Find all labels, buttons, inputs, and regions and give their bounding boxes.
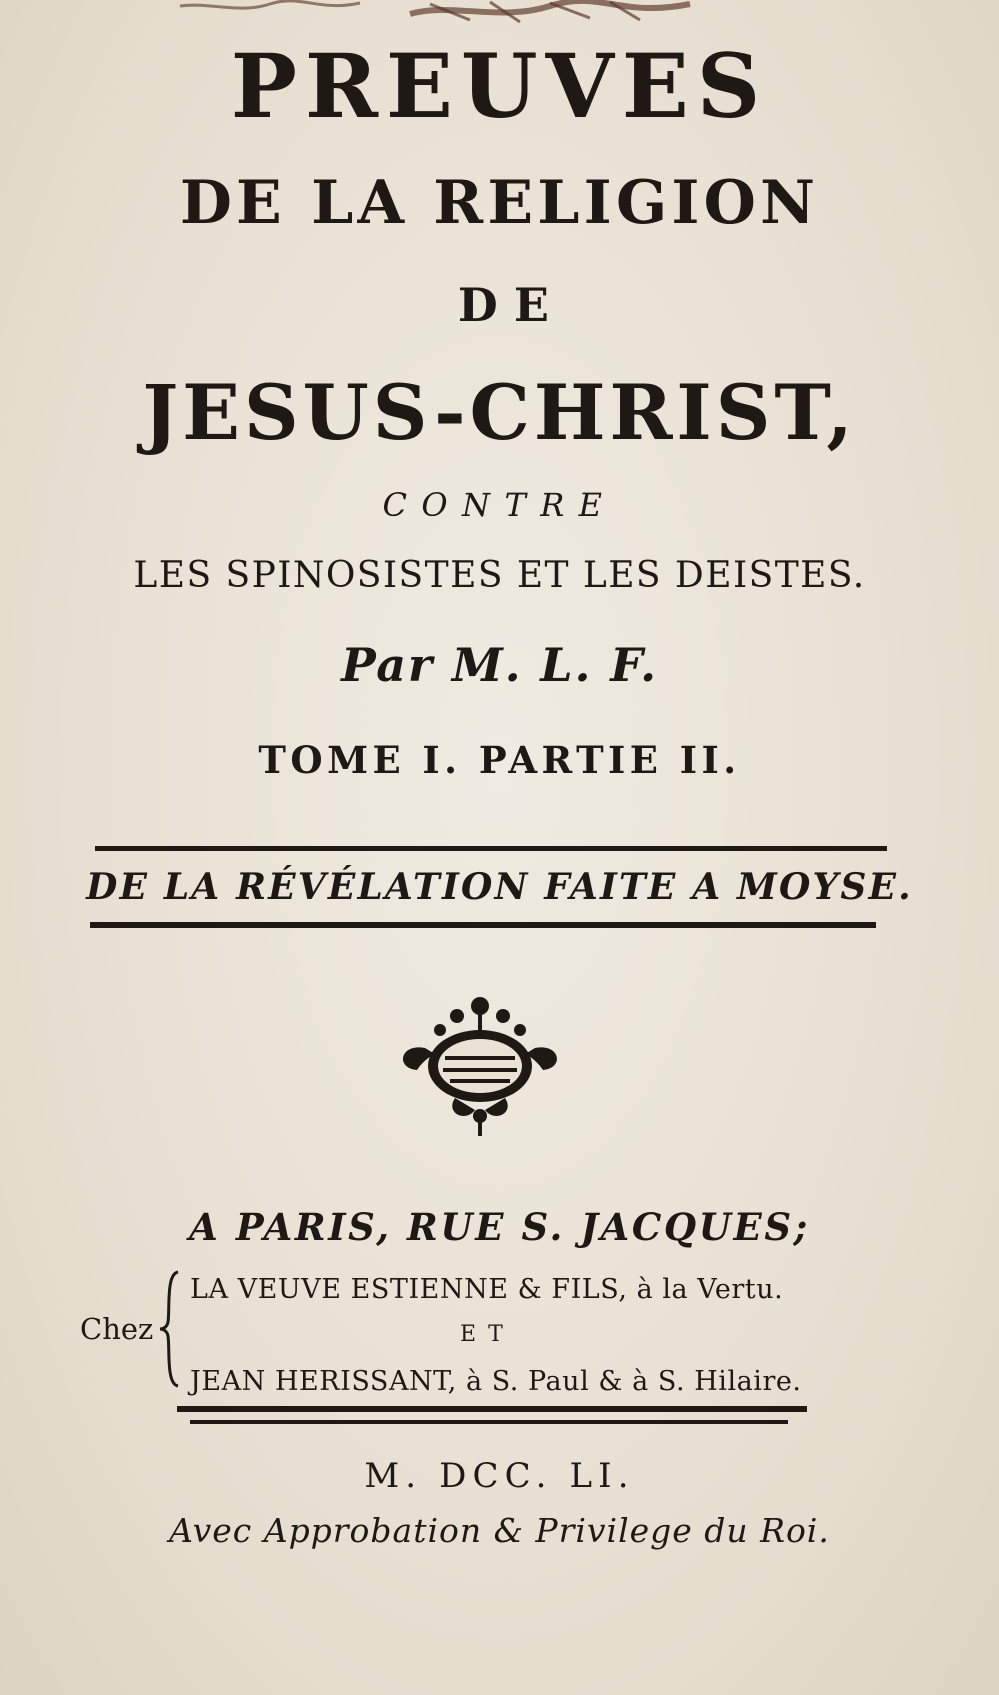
curly-brace-icon <box>158 1270 182 1388</box>
fleuron-ornament-icon <box>395 988 565 1138</box>
handwritten-inscription <box>170 0 730 26</box>
volume-line: TOME I. PARTIE II. <box>258 738 741 782</box>
privilege-line: Avec Approbation & Privilege du Roi. <box>169 1511 830 1550</box>
title-line-4: JESUS-CHRIST, <box>142 368 857 457</box>
title-line-3: DE <box>457 278 566 332</box>
author-line: Par M. L. F. <box>341 638 658 692</box>
printer-line-1: LA VEUVE ESTIENNE & FILS, à la Vertu. <box>190 1274 784 1305</box>
rule-bottom-of-subtitle <box>90 922 876 928</box>
title-line-2: DE LA RELIGION <box>179 168 820 238</box>
rule-imprint-lower <box>190 1420 788 1424</box>
imprint-place: A PARIS, RUE S. JACQUES; <box>189 1205 810 1249</box>
chez-label: Chez <box>80 1312 154 1346</box>
publication-year: M. DCC. LI. <box>364 1456 635 1496</box>
rule-imprint-upper <box>177 1406 807 1412</box>
title-line-1: PREUVES <box>230 34 769 138</box>
rule-top-of-subtitle <box>95 846 887 851</box>
contre-label: CONTRE <box>382 486 617 524</box>
printer-conjunction: ET <box>460 1322 515 1347</box>
against-line: LES SPINOSISTES ET LES DEISTES. <box>133 555 866 596</box>
printer-line-2: JEAN HERISSANT, à S. Paul & à S. Hilaire. <box>190 1366 802 1397</box>
subtitle-line: DE LA RÉVÉLATION FAITE A MOYSE. <box>86 866 913 908</box>
